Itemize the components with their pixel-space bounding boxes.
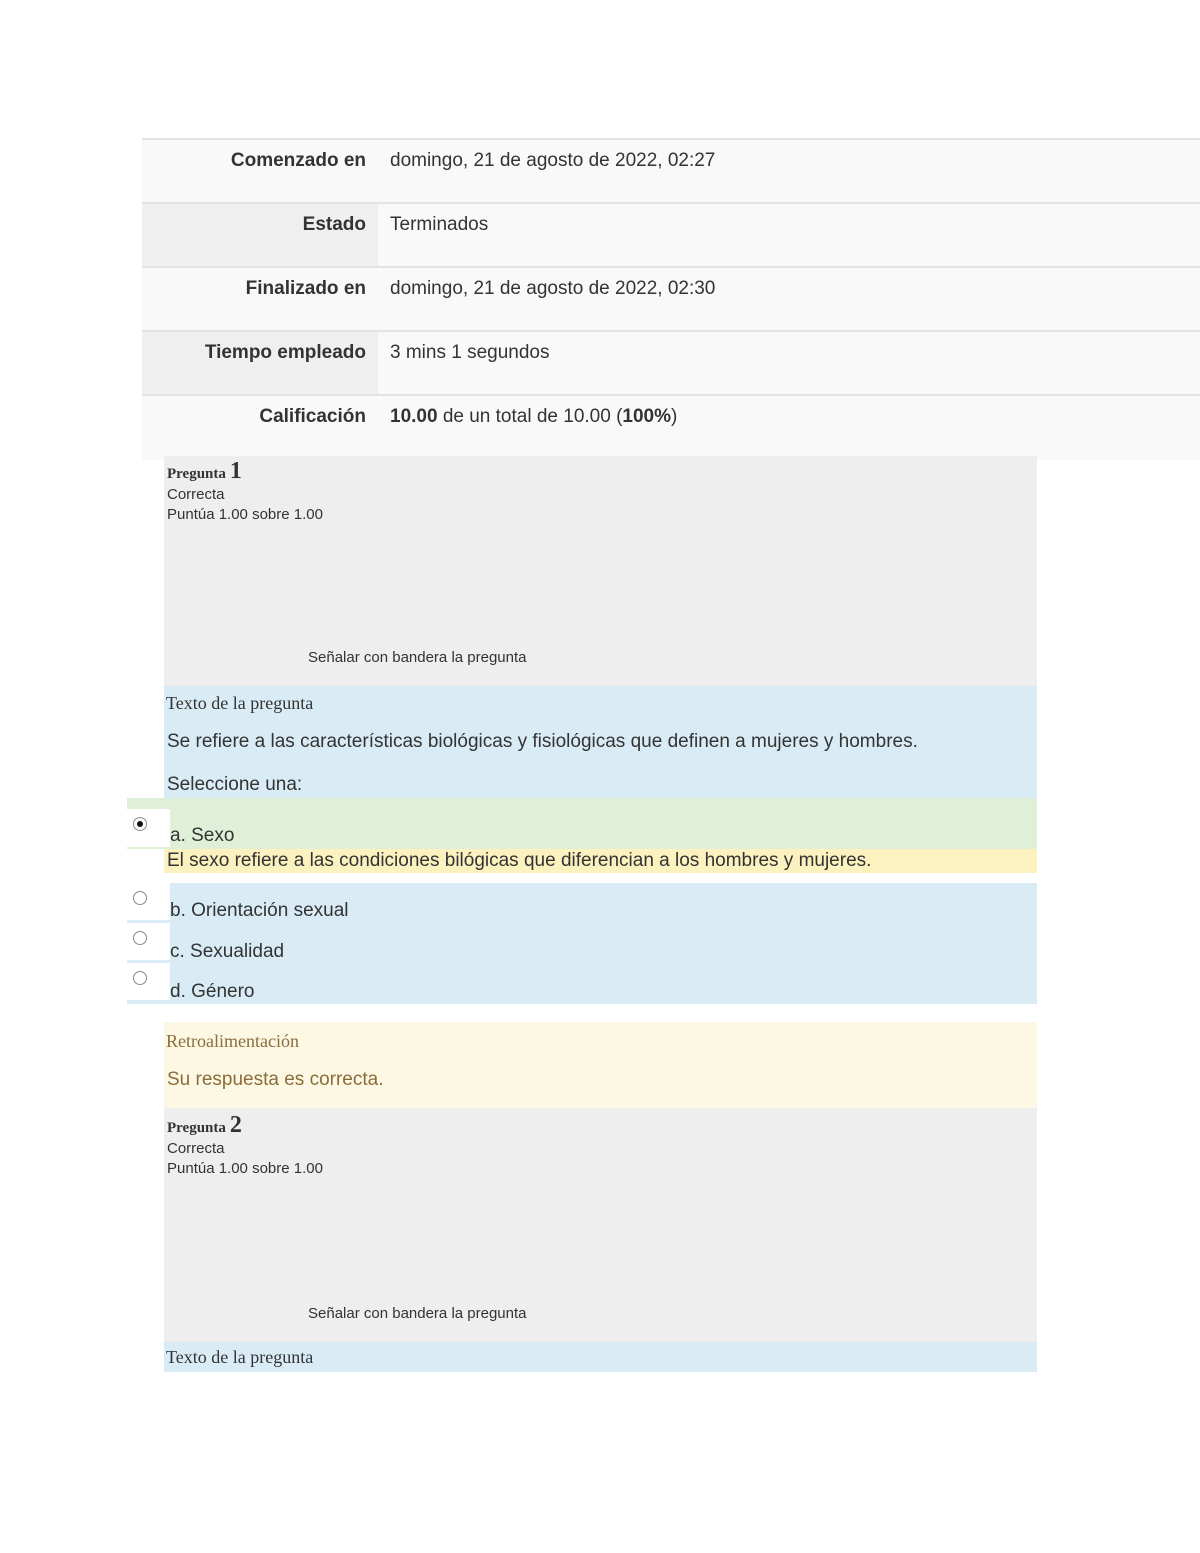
- answer-option-d[interactable]: [127, 963, 1037, 1003]
- summary-row-time-taken: [142, 330, 1200, 394]
- summary-row-state: [142, 202, 1200, 266]
- question-text: Se refiere a las características biológicas y fisiológicas que definen a mujeres y hombres.: [167, 731, 918, 752]
- summary-label: Calificación: [142, 396, 378, 460]
- radio-unselected-icon[interactable]: [133, 891, 147, 905]
- question-number-value: 2: [229, 1112, 242, 1138]
- radio-unselected-icon[interactable]: [133, 971, 147, 985]
- grade-close: ): [671, 406, 678, 427]
- summary-label: Tiempo empleado: [142, 332, 378, 394]
- answer-option-b[interactable]: [127, 883, 1037, 923]
- summary-label: Estado: [142, 204, 378, 266]
- flag-question-link[interactable]: Señalar con bandera la pregunta: [308, 1305, 527, 1322]
- question-number-value: 1: [229, 458, 242, 484]
- question-text-label: Texto de la pregunta: [166, 693, 314, 713]
- flag-question-link[interactable]: Señalar con bandera la pregunta: [308, 649, 527, 666]
- summary-value: domingo, 21 de agosto de 2022, 02:30: [390, 278, 716, 299]
- radio-container: [127, 923, 170, 960]
- summary-value: domingo, 21 de agosto de 2022, 02:27: [390, 150, 716, 171]
- radio-container: [127, 883, 170, 920]
- summary-row-finished: [142, 266, 1200, 330]
- feedback-label: Retroalimentación: [166, 1031, 299, 1051]
- question-1-feedback: [164, 1022, 1037, 1108]
- summary-value: 3 mins 1 segundos: [390, 342, 550, 363]
- grade-total: de un total de 10.00 (: [437, 406, 623, 427]
- feedback-text: Su respuesta es correcta.: [167, 1069, 384, 1090]
- summary-row-started: [142, 138, 1200, 202]
- answer-options-list: [127, 883, 1037, 1004]
- answer-option-c[interactable]: [127, 923, 1037, 963]
- radio-unselected-icon[interactable]: [133, 931, 147, 945]
- question-word: Pregunta: [167, 1120, 226, 1136]
- question-number: [167, 1112, 242, 1139]
- attempt-summary-table: [142, 138, 1200, 460]
- question-grade: Puntúa 1.00 sobre 1.00: [167, 506, 323, 523]
- summary-value: Terminados: [390, 214, 489, 235]
- summary-label: Comenzado en: [230, 150, 366, 171]
- radio-container: [127, 809, 170, 847]
- question-2-info: [164, 1108, 1037, 1342]
- question-1-content: [164, 686, 1037, 798]
- answer-label: c. Sexualidad: [170, 941, 285, 962]
- grade-percent: 100%: [622, 406, 672, 427]
- summary-value: [378, 396, 1200, 460]
- radio-selected-icon[interactable]: [133, 817, 147, 831]
- summary-label: Finalizado en: [245, 278, 366, 299]
- answer-label: a. Sexo: [170, 825, 235, 846]
- summary-row-grade: [142, 394, 1200, 460]
- grade-score: 10.00: [390, 406, 438, 427]
- answer-label: b. Orientación sexual: [170, 900, 349, 921]
- question-text-label: Texto de la pregunta: [166, 1347, 314, 1367]
- answer-specific-feedback: El sexo refiere a las condiciones bilógicas que diferencian a los hombres y mujeres.: [164, 849, 1037, 873]
- question-state: Correcta: [167, 486, 225, 503]
- answer-option-a[interactable]: [127, 798, 1037, 849]
- question-number: [167, 458, 242, 485]
- answer-label: d. Género: [170, 981, 255, 1002]
- question-grade: Puntúa 1.00 sobre 1.00: [167, 1160, 323, 1177]
- question-word: Pregunta: [167, 466, 226, 482]
- question-state: Correcta: [167, 1140, 225, 1157]
- radio-container: [127, 963, 170, 1000]
- question-2-content: [164, 1342, 1037, 1372]
- question-prompt: Seleccione una:: [167, 774, 303, 795]
- question-1-info: [164, 456, 1037, 686]
